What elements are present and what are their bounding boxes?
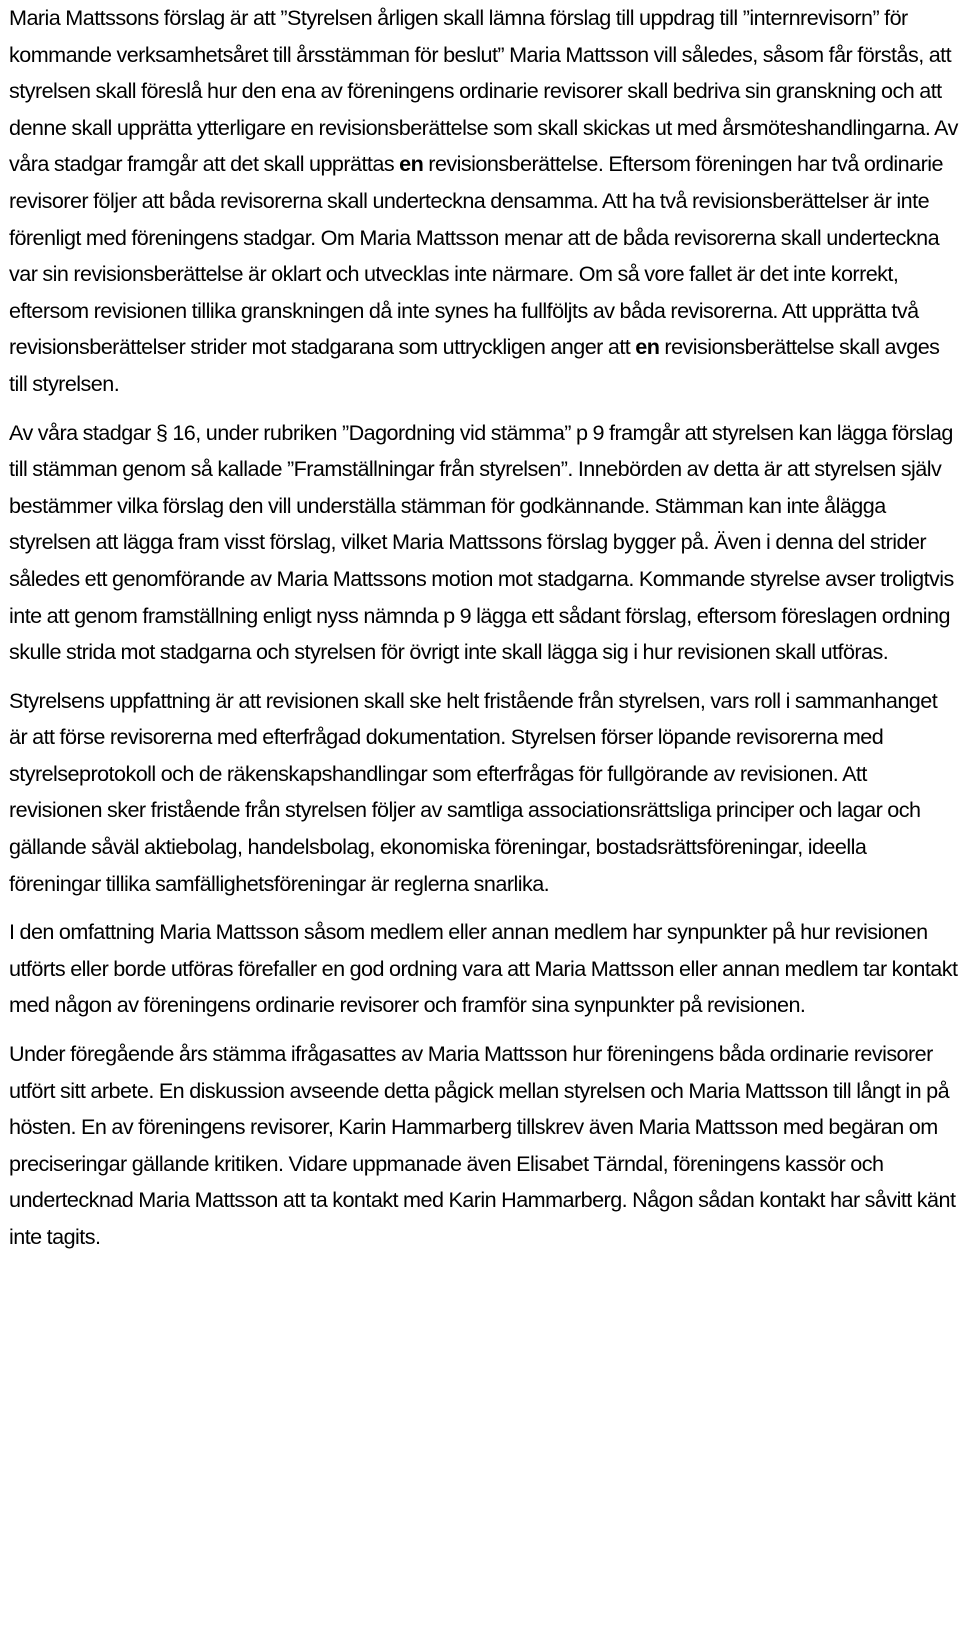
paragraph-2-text: Av våra stadgar § 16, under rubriken ”Dagordning vid stämma” p 9 framgår att styrelsen kan lägga förslag till stämman genom så kallade ”Framställningar från styrelsen”. Innebörden av detta är att styrelsen själv bestämmer vilka förslag den vill underställa stämman för godkännande. Stämman kan inte ålägga styrelsen att lägga fram visst förslag, vilket Maria Mattssons förslag bygger på. Även i denna del strider således ett genomförande av Maria Mattssons motion mot stadgarna. Kommande styrelse avser troligtvis inte att genom framställning enligt nyss nämnda p 9 lägga ett sådant förslag, eftersom föreslagen ordning skulle strida mot stadgarna och styrelsen för övrigt inte skall lägga sig i hur revisionen skall utföras. — [9, 419, 954, 665]
emphasis-en-1: en — [399, 151, 424, 177]
emphasis-en-2: en — [635, 334, 660, 360]
paragraph-1 — [9, 0, 960, 403]
paragraph-1-text-3: revisionsberättelse skall avges till styrelsen. — [9, 334, 940, 396]
paragraph-3 — [9, 683, 960, 903]
paragraph-5-text: Under föregående års stämma ifrågasattes av Maria Mattsson hur föreningens båda ordinarie revisorer utfört sitt arbete. En diskussion avseende detta pågick mellan styrelsen och Maria Mattsson till långt in på hösten. En av föreningens revisorer, Karin Hammarberg tillskrev även Maria Mattsson med begäran om preciseringar gällande kritiken. Vidare uppmanade även Elisabet Tärndal, föreningens kassör och undertecknad Maria Mattsson att ta kontakt med Karin Hammarberg. Någon sådan kontakt har såvitt känt inte tagits. — [9, 1041, 956, 1249]
paragraph-4-text: I den omfattning Maria Mattsson såsom medlem eller annan medlem har synpunkter på hur revisionen utförts eller borde utföras förefaller en god ordning vara att Maria Mattsson eller annan medlem tar kontakt med någon av föreningens ordinarie revisorer och framför sina synpunkter på revisionen. — [9, 919, 958, 1018]
paragraph-4 — [9, 914, 960, 1024]
paragraph-3-text: Styrelsens uppfattning är att revisionen skall ske helt fristående från styrelsen, vars roll i sammanhanget är att förse revisorerna med efterfrågad dokumentation. Styrelsen förser löpande revisorerna med styrelseprotokoll och de räkenskapshandlingar som efterfrågas för fullgörande av revisionen. Att revisionen sker fristående från styrelsen följer av samtliga associationsrättsliga principer och lagar och gällande såväl aktiebolag, handelsbolag, ekonomiska föreningar, bostadsrättsföreningar, ideella föreningar tillika samfällighetsföreningar är reglerna snarlika. — [9, 687, 938, 896]
paragraph-2 — [9, 415, 960, 671]
paragraph-5 — [9, 1036, 960, 1256]
paragraph-1-text-1: Maria Mattssons förslag är att ”Styrelsen årligen skall lämna förslag till uppdrag till ”internrevisorn” för kommande verksamhetsåret till årsstämman för beslut” Maria Mattsson vill således, såsom får förstås, att styrelsen skall föreslå hur den ena av föreningens ordinarie revisorer skall bedriva sin granskning och att denne skall upprätta ytterligare en revisionsberättelse som skall skickas ut med årsmöteshandlingarna. Av våra stadgar framgår att det skall upprättas — [9, 5, 958, 177]
paragraph-1-text-2: revisionsberättelse. Eftersom föreningen har två ordinarie revisorer följer att båda revisorerna skall underteckna densamma. Att ha två revisionsberättelser är inte förenligt med föreningens stadgar. Om Maria Mattsson menar att de båda revisorerna skall underteckna var sin revisionsberättelse är oklart och utvecklas inte närmare. Om så vore fallet är det inte korrekt, eftersom revisionen tillika granskningen då inte synes ha fullföljts av båda revisorerna. Att upprätta två revisionsberättelser strider mot stadgarana som uttryckligen anger att — [9, 151, 943, 360]
